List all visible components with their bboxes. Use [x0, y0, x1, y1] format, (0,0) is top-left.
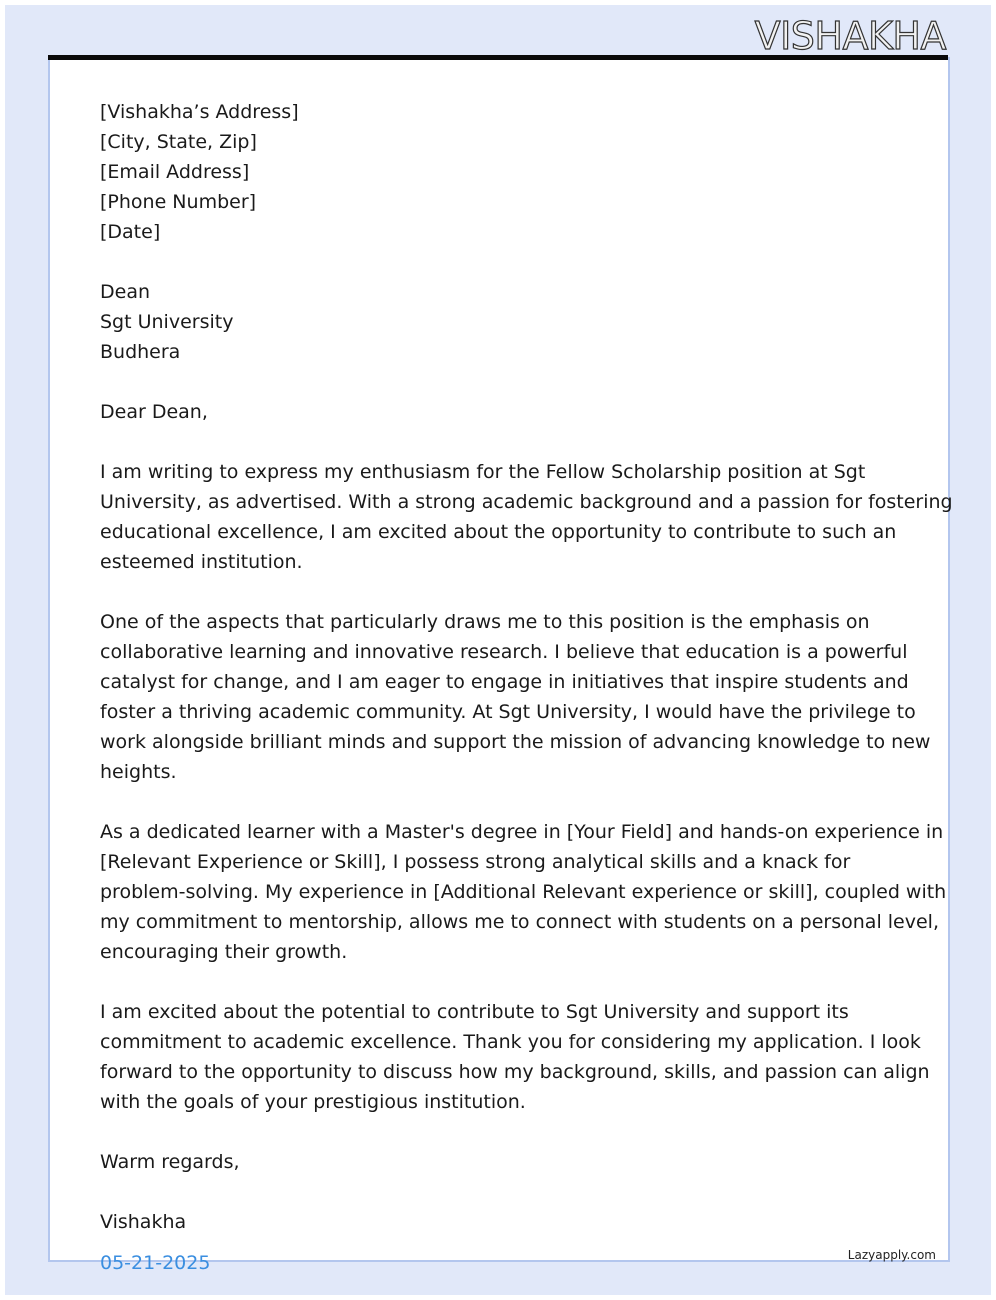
paragraph-line: esteemed institution.: [100, 551, 303, 573]
sender-address: [Vishakha’s Address]: [100, 101, 299, 123]
signature: Vishakha: [100, 1211, 187, 1233]
paragraph-line: commitment to academic excellence. Thank you for considering my application. I look: [100, 1031, 921, 1053]
paragraph-1: [100, 457, 953, 577]
sender-block: [100, 97, 900, 247]
paragraph-line: I am excited about the potential to contribute to Sgt University and support its: [100, 1001, 849, 1023]
paragraph-line: One of the aspects that particularly draws me to this position is the emphasis on: [100, 611, 870, 633]
recipient-title: Dean: [100, 281, 151, 303]
paragraph-line: my commitment to mentorship, allows me to connect with students on a personal level,: [100, 911, 939, 933]
paragraph-line: problem-solving. My experience in [Additional Relevant experience or skill], coupled with: [100, 881, 947, 903]
sender-phone: [Phone Number]: [100, 191, 257, 213]
recipient-organization: Sgt University: [100, 311, 234, 333]
sender-email: [Email Address]: [100, 161, 250, 183]
paragraph-line: [Relevant Experience or Skill], I possess strong analytical skills and a knack for: [100, 851, 851, 873]
paragraph-line: foster a thriving academic community. At Sgt University, I would have the privilege to: [100, 701, 916, 723]
paragraph-4: [100, 997, 930, 1117]
paragraph-line: encouraging their growth.: [100, 941, 348, 963]
salutation: Dear Dean,: [100, 401, 208, 423]
paragraph-line: I am writing to express my enthusiasm for the Fellow Scholarship position at Sgt: [100, 461, 866, 483]
paragraph-line: University, as advertised. With a strong academic background and a passion for fostering: [100, 491, 953, 513]
paragraph-line: with the goals of your prestigious institution.: [100, 1091, 526, 1113]
paragraph-line: work alongside brilliant minds and support the mission of advancing knowledge to new: [100, 731, 931, 753]
footer-site-link[interactable]: Lazyapply.com: [847, 1248, 936, 1262]
paragraph-line: catalyst for change, and I am eager to engage in initiatives that inspire students and: [100, 671, 909, 693]
sender-date: [Date]: [100, 221, 161, 243]
brand-name: VISHAKHA: [754, 14, 946, 58]
paragraph-2: [100, 607, 931, 787]
letter-body: [100, 97, 953, 1237]
recipient-block: [100, 277, 900, 367]
paragraph-line: educational excellence, I am excited about the opportunity to contribute to such an: [100, 521, 897, 543]
closing: Warm regards,: [100, 1151, 240, 1173]
recipient-location: Budhera: [100, 341, 181, 363]
paragraph-line: collaborative learning and innovative research. I believe that education is a powerful: [100, 641, 908, 663]
footer-date: 05-21-2025: [100, 1252, 211, 1274]
paragraph-3: [100, 817, 947, 967]
paragraph-line: heights.: [100, 761, 177, 783]
paragraph-line: forward to the opportunity to discuss how my background, skills, and passion can align: [100, 1061, 930, 1083]
sender-city-state-zip: [City, State, Zip]: [100, 131, 257, 153]
paragraph-line: As a dedicated learner with a Master's degree in [Your Field] and hands-on experience in: [100, 821, 944, 843]
